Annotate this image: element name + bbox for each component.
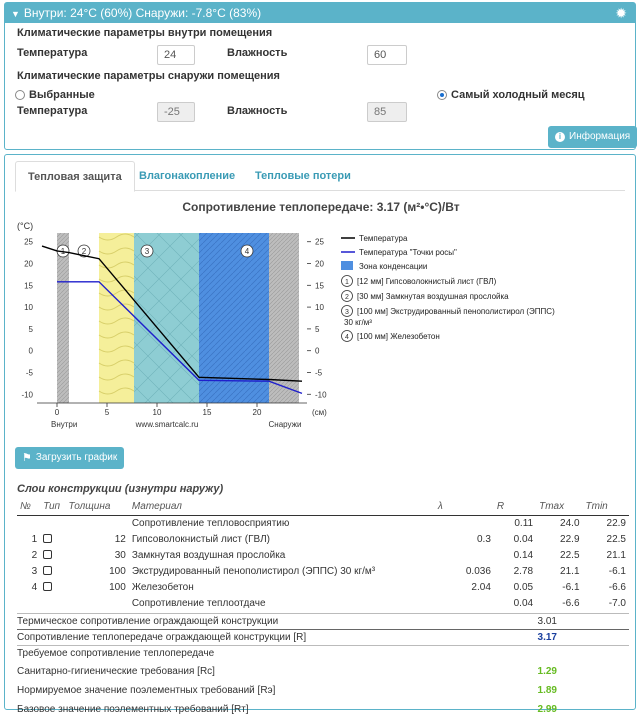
row-material: Сопротивление тепловосприятию xyxy=(131,517,290,529)
element-row: Нормируемое значение поэлементных требований [Rэ] 1.89 xyxy=(17,683,629,699)
y-tick-label-left: 0 xyxy=(28,346,33,356)
collapse-triangle-icon[interactable]: ▼ xyxy=(11,9,20,19)
col-tmin: Tmin xyxy=(583,499,629,515)
row-material: Экструдированный пенополистирол (ЭППС) 30 кг/м³ xyxy=(131,565,376,577)
sanitary-value: 1.29 xyxy=(537,666,557,677)
load-chart-button[interactable]: ⚑ Загрузить график xyxy=(15,447,124,469)
y-tick-label-left: 5 xyxy=(28,324,33,334)
layer-checkbox[interactable] xyxy=(43,534,52,543)
layer-checkbox[interactable] xyxy=(43,582,52,591)
chart-title: Сопротивление теплопередаче: 3.17 (м²•°С)/Вт xyxy=(182,200,460,214)
y-axis-unit-label: (°С) xyxy=(17,221,34,231)
table-row: 3 100 Экструдированный пенополистирол (ЭППС) 30 кг/м³ 0.036 2.78 21.1 -6.1 xyxy=(17,563,629,579)
table-header-row xyxy=(17,499,629,515)
inside-temp-input[interactable] xyxy=(157,45,195,65)
base-row: Базовое значение поэлементных требований [Rт] 2.99 xyxy=(17,702,629,718)
outside-hum-input[interactable] xyxy=(367,102,407,122)
radio-selected[interactable]: Выбранные xyxy=(15,89,95,101)
x-axis-unit-label: (см) xyxy=(312,408,327,417)
outside-temp-input[interactable] xyxy=(157,102,195,122)
inside-label: Внутри xyxy=(51,420,78,429)
col-r: R xyxy=(494,499,536,515)
element-value: 1.89 xyxy=(537,685,557,696)
layer-checkbox[interactable] xyxy=(43,566,52,575)
layer-marker-label: 1 xyxy=(60,247,66,256)
y-tick-label-right: 25 xyxy=(315,237,324,247)
band-gypsum xyxy=(57,233,69,403)
x-tick-label: 5 xyxy=(104,408,110,417)
legend-cond-swatch xyxy=(341,261,353,270)
legend-layer-number: 4 xyxy=(345,334,349,341)
row-material: Гипсоволокнистый лист (ГВЛ) xyxy=(131,533,270,545)
sanitary-row: Санитарно-гигиенические требования [Rс] 1.29 xyxy=(17,664,629,680)
y-tick-label-right: 5 xyxy=(315,324,320,334)
legend-layer-label: [12 мм] Гипсоволокнистый лист (ГВЛ) xyxy=(357,277,497,286)
layers-table-title: Слои конструкции (изнутри наружу) xyxy=(17,483,224,495)
y-tick-label-left: -10 xyxy=(21,390,33,400)
row-material: Сопротивление теплоотдаче xyxy=(131,597,266,609)
legend-layer-number: 2 xyxy=(345,294,349,301)
base-value: 2.99 xyxy=(537,704,557,715)
legend-layer-label: [30 мм] Замкнутая воздушная прослойка xyxy=(357,292,509,301)
inside-hum-label: Влажность xyxy=(227,47,288,59)
y-tick-label-right: 15 xyxy=(315,281,324,291)
tab-bar xyxy=(15,161,625,191)
radio-coldest-month[interactable]: Самый холодный месяц xyxy=(437,89,585,101)
summary-block xyxy=(17,613,629,718)
thermal-resistance-row: Термическое сопротивление ограждающей конструкции 3.01 xyxy=(17,613,629,629)
row-material: Замкнутая воздушная прослойка xyxy=(131,549,286,561)
col-tmax: Tmax xyxy=(536,499,582,515)
outside-hum-label: Влажность xyxy=(227,105,288,117)
col-thickness: Толщина xyxy=(66,499,129,515)
col-lambda: λ xyxy=(435,499,494,515)
inside-hum-input[interactable] xyxy=(367,45,407,65)
legend-cond-label: Зона конденсации xyxy=(359,262,428,271)
x-tick-label: 10 xyxy=(152,408,162,417)
thermal-resistance-value: 3.01 xyxy=(537,616,557,627)
y-tick-label-right: 10 xyxy=(315,303,324,313)
temperature-chart xyxy=(5,213,637,463)
legend-dew-label: Температура "Точки росы" xyxy=(359,248,457,257)
band-render xyxy=(269,233,299,403)
y-tick-label-left: 20 xyxy=(24,259,33,269)
table-row: 2 30 Замкнутая воздушная прослойка 0.14 22.5 21.1 xyxy=(17,547,629,563)
row-material: Железобетон xyxy=(131,581,194,593)
layers-table xyxy=(17,499,629,611)
results-panel xyxy=(4,154,636,715)
y-tick-label-right: -5 xyxy=(315,368,323,378)
legend-layer-number: 3 xyxy=(345,309,349,316)
required-title-row: Требуемое сопротивление теплопередаче xyxy=(17,645,629,661)
tab-thermal-protection[interactable]: Тепловая защита xyxy=(15,161,135,192)
col-type: Тип xyxy=(40,499,65,515)
layer-marker-label: 3 xyxy=(144,247,150,256)
y-tick-label-right: 0 xyxy=(315,346,320,356)
table-row: Сопротивление теплоотдаче 0.04 -6.6 -7.0 xyxy=(17,595,629,611)
tab-heat-loss[interactable]: Тепловые потери xyxy=(255,170,351,182)
climate-summary: Внутри: 24°C (60%) Снаружи: -7.8°C (83%) xyxy=(23,6,262,20)
y-tick-label-left: -5 xyxy=(25,368,33,378)
y-tick-label-left: 25 xyxy=(24,237,33,247)
legend-layer-number: 1 xyxy=(345,279,349,286)
gear-icon[interactable]: ✹ xyxy=(615,5,627,21)
layer-marker-label: 2 xyxy=(81,247,87,256)
outside-temp-label: Температура xyxy=(17,105,88,117)
legend-layer-label: [100 мм] Экструдированный пенополистирол (ЭППС) 30 кг/м³ xyxy=(344,307,557,327)
y-tick-label-right: 20 xyxy=(315,259,324,269)
table-row: Сопротивление тепловосприятию 0.11 24.0 22.9 xyxy=(17,515,629,531)
col-num: № xyxy=(17,499,40,515)
inside-temp-label: Температура xyxy=(17,47,88,59)
x-tick-label: 0 xyxy=(54,408,60,417)
band-foam-cond xyxy=(134,233,199,403)
x-tick-label: 20 xyxy=(252,408,262,417)
transfer-resistance-row: Сопротивление теплопередаче ограждающей конструкции [R] 3.17 xyxy=(17,629,629,645)
transfer-resistance-value: 3.17 xyxy=(537,632,557,643)
table-row: 4 100 Железобетон 2.04 0.05 -6.1 -6.6 xyxy=(17,579,629,595)
band-interior-air xyxy=(37,233,57,403)
climate-panel-header[interactable] xyxy=(5,3,635,23)
legend-layer-label: [100 мм] Железобетон xyxy=(357,332,440,341)
info-button[interactable]: i Информация xyxy=(548,126,637,148)
band-air-gap xyxy=(69,233,99,403)
climate-panel xyxy=(4,2,636,150)
table-row: 1 12 Гипсоволокнистый лист (ГВЛ) 0.3 0.04 22.9 22.5 xyxy=(17,531,629,547)
inside-title: Климатические параметры внутри помещения xyxy=(17,27,273,39)
outside-title: Климатические параметры снаружи помещения xyxy=(17,70,280,82)
radio-coldest-dot[interactable] xyxy=(437,90,447,100)
info-icon: i xyxy=(555,132,565,142)
radio-selected-dot[interactable] xyxy=(15,90,25,100)
y-tick-label-right: -10 xyxy=(315,390,327,400)
y-tick-label-left: 15 xyxy=(24,281,33,291)
layer-checkbox[interactable] xyxy=(43,550,52,559)
tab-moisture[interactable]: Влагонакопление xyxy=(139,170,236,182)
layer-marker-label: 4 xyxy=(244,247,250,256)
col-material: Материал xyxy=(129,499,435,515)
x-tick-label: 15 xyxy=(202,408,212,417)
y-tick-label-left: 10 xyxy=(24,303,33,313)
legend-temp-label: Температура xyxy=(359,234,408,243)
download-icon: ⚑ xyxy=(22,452,32,464)
outside-label: Снаружи xyxy=(268,420,302,429)
site-label: www.smartcalc.ru xyxy=(135,420,199,429)
